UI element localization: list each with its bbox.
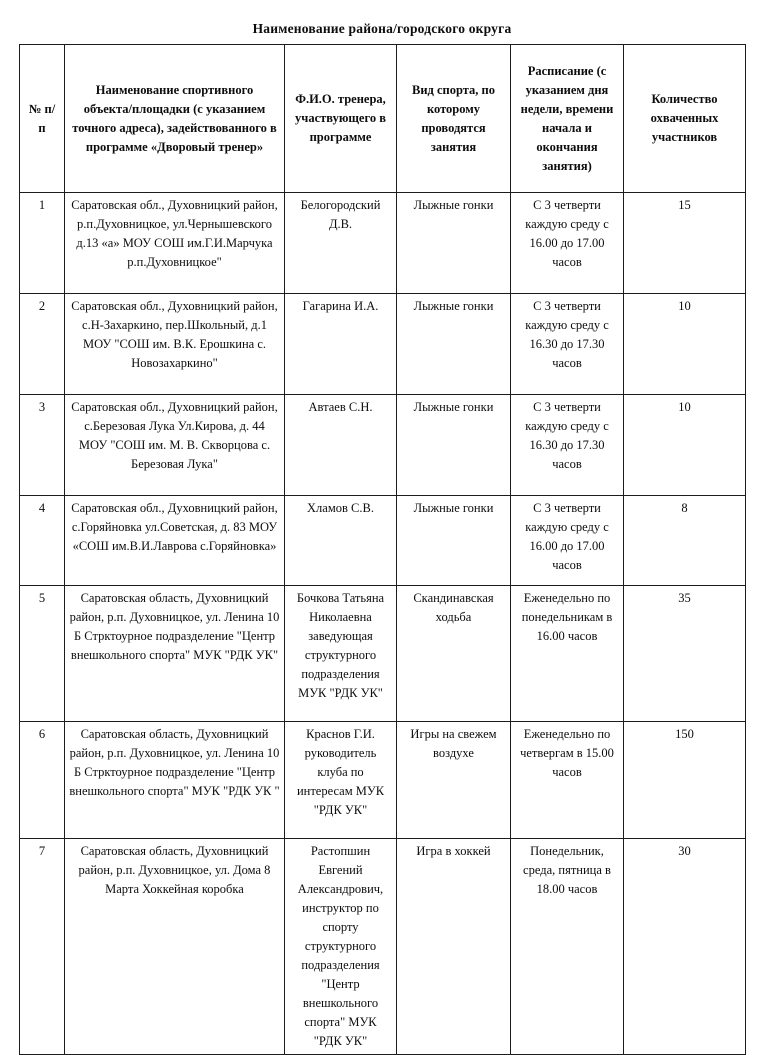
cell-facility-name: Саратовская область, Духовницкий район, р.п. Духовницкое, ул. Ленина 10 Б Стрктоурное подразделение "Центр внешкольного спорта" МУК "РДК УК" (65, 586, 285, 722)
cell-sport-type: Игры на свежем воздухе (397, 722, 511, 839)
cell-row-number: 5 (20, 586, 65, 722)
cell-trainer-name: Автаев С.Н. (285, 395, 397, 496)
cell-sport-type: Лыжные гонки (397, 294, 511, 395)
cell-schedule: С 3 четверти каждую среду с 16.30 до 17.30 часов (511, 395, 624, 496)
cell-participants-count: 10 (624, 395, 746, 496)
header-sport: Вид спорта, по которому проводятся занятия (397, 45, 511, 193)
cell-participants-count: 35 (624, 586, 746, 722)
header-row (20, 45, 746, 193)
table-row (20, 839, 746, 1055)
cell-facility-name: Саратовская обл., Духовницкий район, с.Н-Захаркино, пер.Школьный, д.1 МОУ "СОШ им. В.К. Ерошкина с. Новозахаркино" (65, 294, 285, 395)
cell-schedule: Понедельник, среда, пятница в 18.00 часов (511, 839, 624, 1055)
header-schedule: Расписание (с указанием дня недели, времени начала и окончания занятия) (511, 45, 624, 193)
cell-schedule: Еженедельно по понедельникам в 16.00 часов (511, 586, 624, 722)
cell-trainer-name: Бочкова Татьяна Николаевна заведующая структурного подразделения МУК "РДК УК" (285, 586, 397, 722)
cell-trainer-name: Краснов Г.И. руководитель клуба по интересам МУК "РДК УК" (285, 722, 397, 839)
cell-participants-count: 30 (624, 839, 746, 1055)
document-page (19, 20, 745, 1055)
cell-trainer-name: Гагарина И.А. (285, 294, 397, 395)
cell-schedule: С 3 четверти каждую среду с 16.00 до 17.00 часов (511, 496, 624, 586)
table-row (20, 722, 746, 839)
cell-sport-type: Скандинавская ходьба (397, 586, 511, 722)
cell-schedule: С 3 четверти каждую среду с 16.30 до 17.30 часов (511, 294, 624, 395)
header-trainer: Ф.И.О. тренера, участвующего в программе (285, 45, 397, 193)
cell-sport-type: Лыжные гонки (397, 193, 511, 294)
cell-trainer-name: Растопшин Евгений Александрович, инструктор по спорту структурного подразделения "Центр внешкольного спорта" МУК "РДК УК" (285, 839, 397, 1055)
cell-facility-name: Саратовская область, Духовницкий район, р.п. Духовницкое, ул. Ленина 10 Б Стрктоурное подразделение "Центр внешкольного спорта" МУК "РДК УК " (65, 722, 285, 839)
cell-facility-name: Саратовская обл., Духовницкий район, р.п.Духовницкое, ул.Чернышевского д.13 «а» МОУ СОШ им.Г.И.Марчука р.п.Духовницкое" (65, 193, 285, 294)
table-row (20, 395, 746, 496)
header-num: № п/п (20, 45, 65, 193)
table-body (20, 193, 746, 1055)
cell-trainer-name: Белогородский Д.В. (285, 193, 397, 294)
cell-row-number: 1 (20, 193, 65, 294)
cell-row-number: 6 (20, 722, 65, 839)
cell-row-number: 3 (20, 395, 65, 496)
cell-participants-count: 8 (624, 496, 746, 586)
cell-facility-name: Саратовская обл., Духовницкий район, с.Горяйновка ул.Советская, д. 83 МОУ «СОШ им.В.И.Лаврова с.Горяйновка» (65, 496, 285, 586)
cell-facility-name: Саратовская область, Духовницкий район, р.п. Духовницкое, ул. Дома 8 Марта Хоккейная коробка (65, 839, 285, 1055)
table-header (20, 45, 746, 193)
table-row (20, 294, 746, 395)
cell-schedule: Еженедельно по четвергам в 15.00 часов (511, 722, 624, 839)
cell-participants-count: 150 (624, 722, 746, 839)
cell-participants-count: 10 (624, 294, 746, 395)
cell-row-number: 4 (20, 496, 65, 586)
cell-trainer-name: Хламов С.В. (285, 496, 397, 586)
cell-sport-type: Лыжные гонки (397, 395, 511, 496)
facilities-table (19, 44, 746, 1055)
cell-facility-name: Саратовская обл., Духовницкий район, с.Березовая Лука Ул.Кирова, д. 44 МОУ "СОШ им. М. В. Скворцова с. Березовая Лука" (65, 395, 285, 496)
table-row (20, 193, 746, 294)
cell-sport-type: Лыжные гонки (397, 496, 511, 586)
table-row (20, 586, 746, 722)
cell-schedule: С 3 четверти каждую среду с 16.00 до 17.00 часов (511, 193, 624, 294)
header-participants: Количество охваченных участников (624, 45, 746, 193)
cell-sport-type: Игра в хоккей (397, 839, 511, 1055)
cell-participants-count: 15 (624, 193, 746, 294)
page-title: Наименование района/городского округа (252, 21, 512, 36)
table-row (20, 496, 746, 586)
cell-row-number: 2 (20, 294, 65, 395)
cell-row-number: 7 (20, 839, 65, 1055)
header-facility: Наименование спортивного объекта/площадки (с указанием точного адреса), задействованного в программе «Дворовый тренер» (65, 45, 285, 193)
